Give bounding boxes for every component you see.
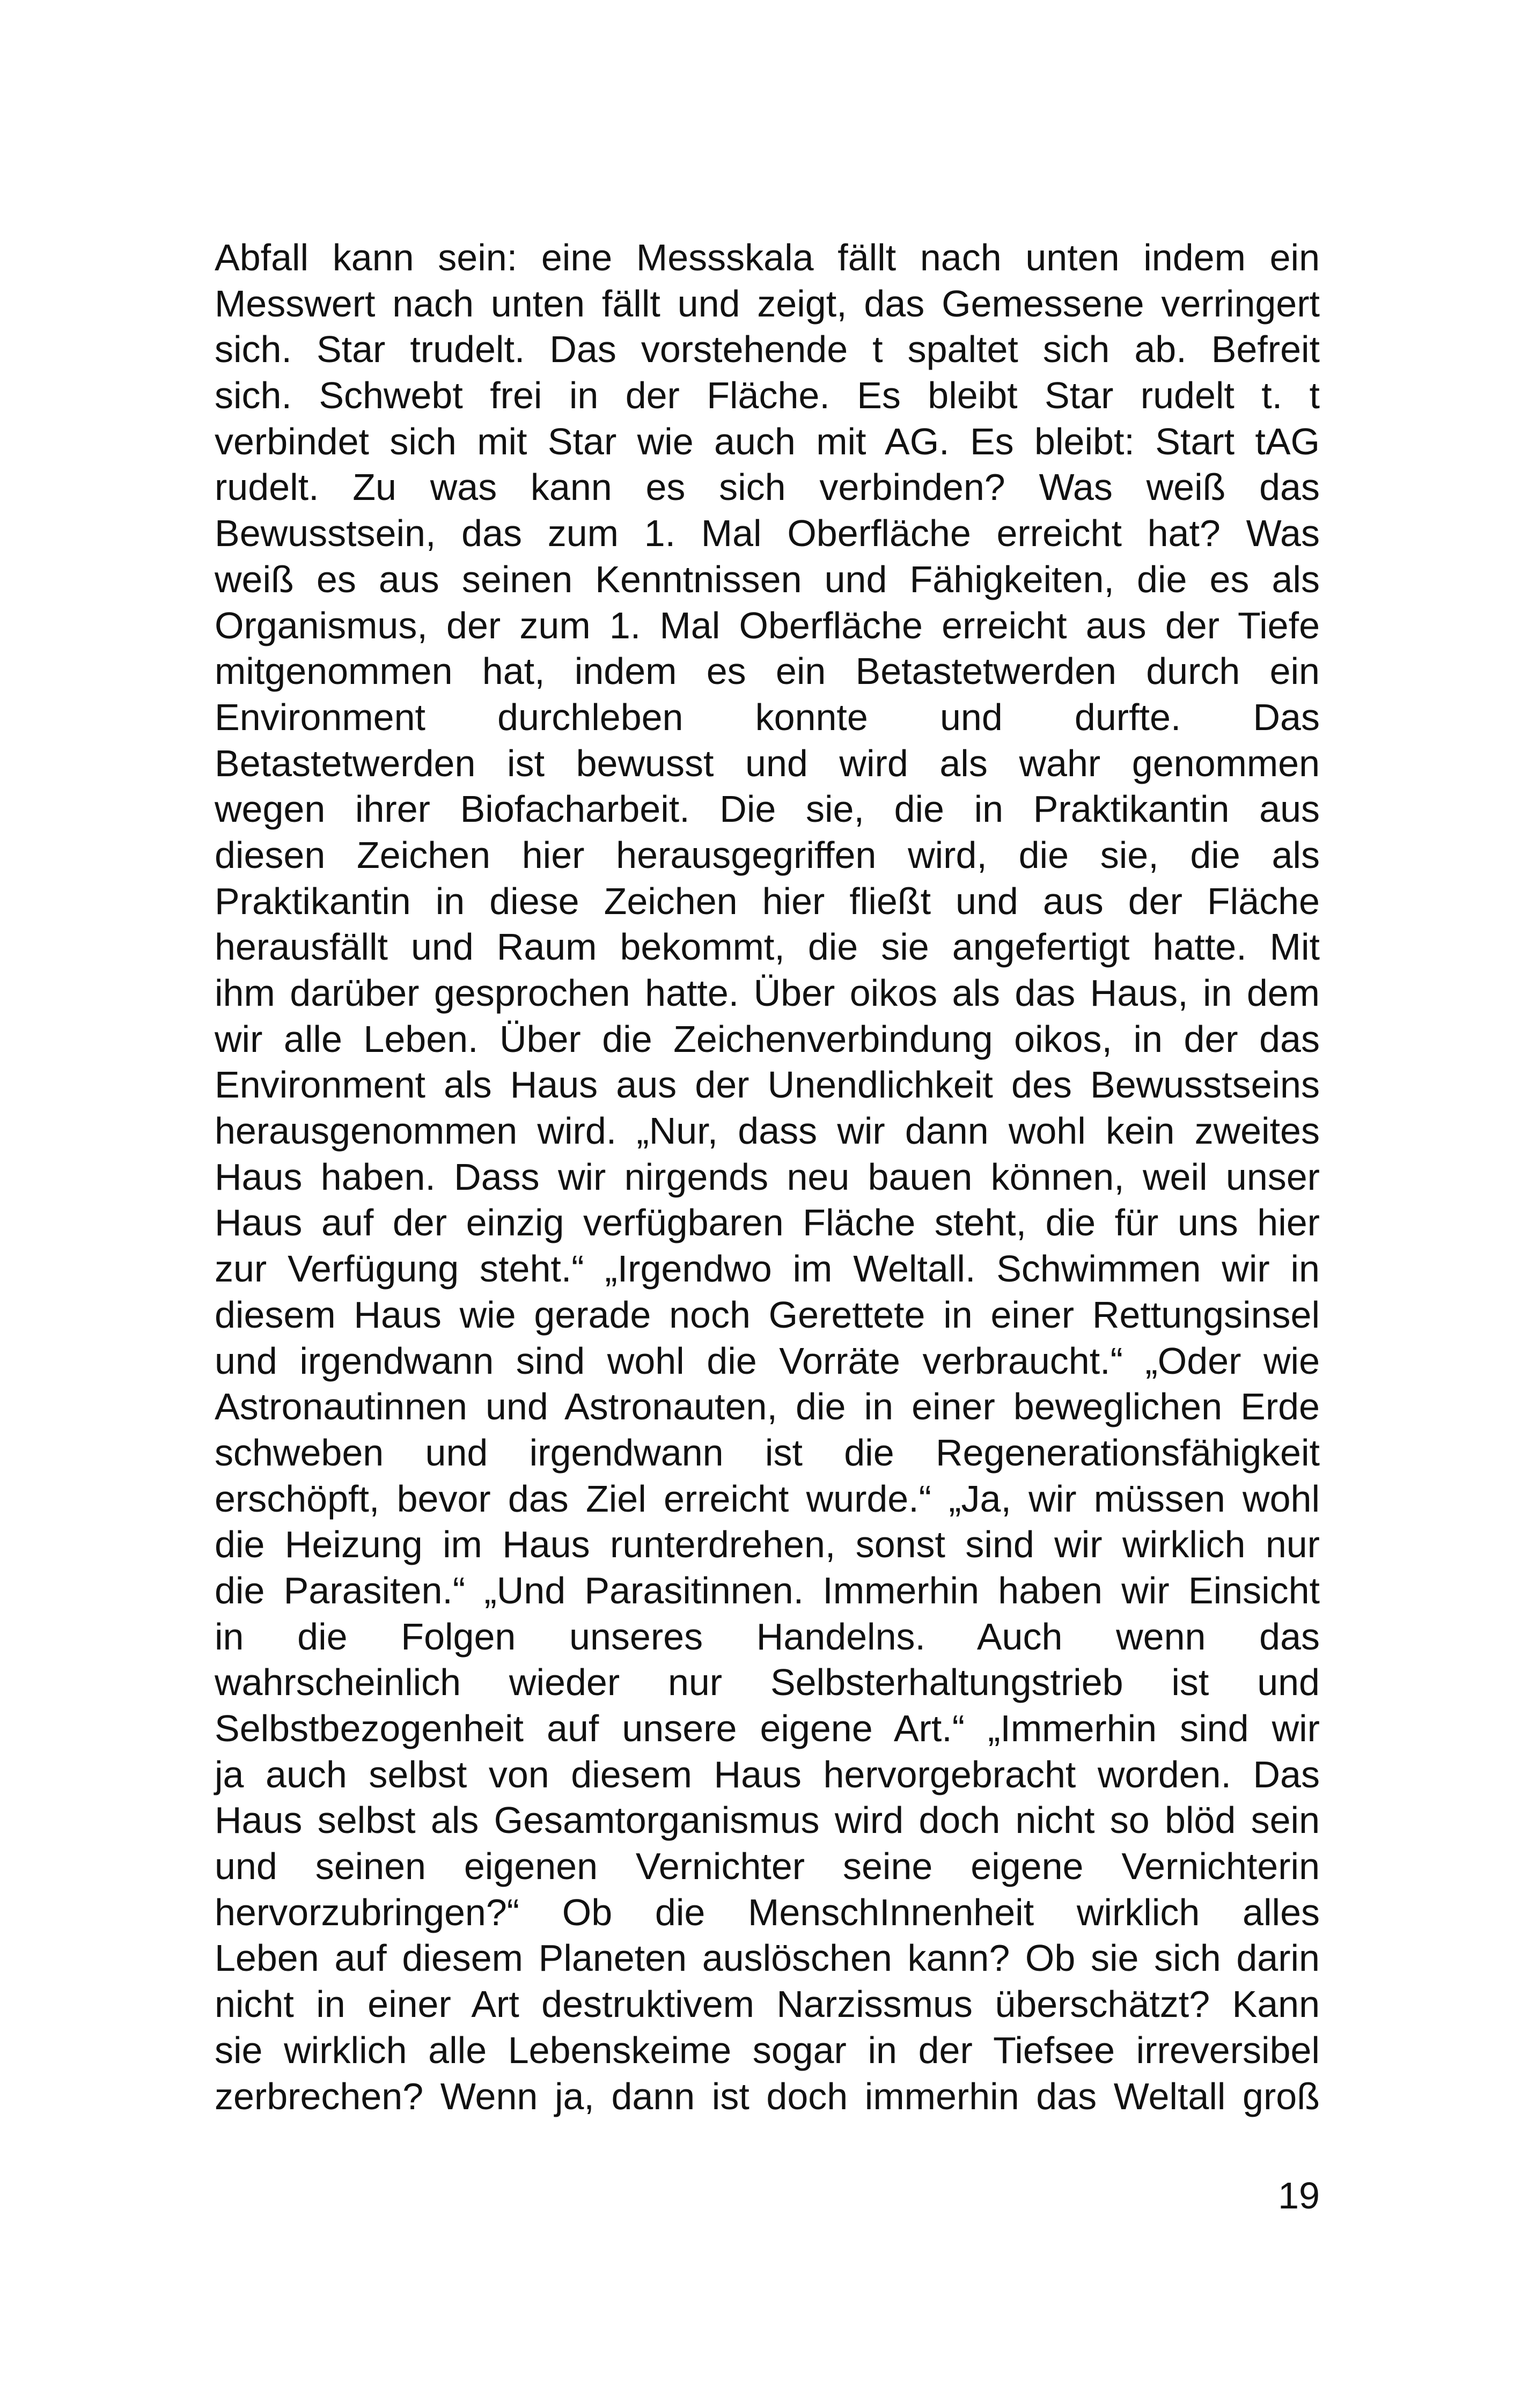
body-line: schweben und irgendwann ist die Regenerationsfähigkeit: [215, 1431, 1320, 1474]
body-line: wahrscheinlich wieder nur Selbsterhaltungstrieb ist und: [215, 1661, 1320, 1704]
body-line: Messwert nach unten fällt und zeigt, das Gemessene verringert: [215, 282, 1320, 325]
body-line: diesen Zeichen hier herausgegriffen wird, die sie, die als: [215, 834, 1320, 876]
body-line: erschöpft, bevor das Ziel erreicht wurde.“ „Ja, wir müssen wohl: [215, 1477, 1320, 1520]
body-line: herausgenommen wird. „Nur, dass wir dann wohl kein zweites: [215, 1110, 1320, 1152]
body-line: sie wirklich alle Lebenskeime sogar in der Tiefsee irreversibel: [215, 2029, 1320, 2071]
body-line: hervorzubringen?“ Ob die MenschInnenheit wirklich alles: [215, 1891, 1320, 1933]
body-line: und irgendwann sind wohl die Vorräte verbraucht.“ „Oder wie: [215, 1339, 1320, 1382]
body-line: Praktikantin in diese Zeichen hier fließt und aus der Fläche: [215, 880, 1320, 922]
body-line: Bewusstsein, das zum 1. Mal Oberfläche erreicht hat? Was: [215, 512, 1320, 555]
body-line: herausfällt und Raum bekommt, die sie angefertigt hatte. Mit: [215, 926, 1320, 968]
body-line: Astronautinnen und Astronauten, die in einer beweglichen Erde: [215, 1386, 1320, 1428]
body-line: wegen ihrer Biofacharbeit. Die sie, die in Praktikantin aus: [215, 788, 1320, 830]
body-text: [215, 235, 1320, 2119]
body-line: ja auch selbst von diesem Haus hervorgebracht worden. Das: [215, 1753, 1320, 1795]
body-line: Organismus, der zum 1. Mal Oberfläche erreicht aus der Tiefe: [215, 604, 1320, 646]
body-line: diesem Haus wie gerade noch Gerettete in einer Rettungsinsel: [215, 1293, 1320, 1336]
body-line: Haus auf der einzig verfügbaren Fläche steht, die für uns hier: [215, 1202, 1320, 1244]
body-line: die Heizung im Haus runterdrehen, sonst sind wir wirklich nur: [215, 1523, 1320, 1566]
body-line: Haus selbst als Gesamtorganismus wird doch nicht so blöd sein: [215, 1799, 1320, 1842]
body-line: nicht in einer Art destruktivem Narzissmus überschätzt? Kann: [215, 1983, 1320, 2026]
page-number: 19: [1278, 2175, 1320, 2216]
body-line: Environment als Haus aus der Unendlichkeit des Bewusstseins: [215, 1064, 1320, 1106]
body-line: und seinen eigenen Vernichter seine eigene Vernichterin: [215, 1845, 1320, 1888]
body-line: mitgenommen hat, indem es ein Betastetwerden durch ein: [215, 650, 1320, 693]
body-line: sich. Schwebt frei in der Fläche. Es bleibt Star rudelt t. t: [215, 374, 1320, 417]
body-line: weiß es aus seinen Kenntnissen und Fähigkeiten, die es als: [215, 558, 1320, 600]
body-line: verbindet sich mit Star wie auch mit AG. Es bleibt: Start tAG: [215, 420, 1320, 462]
body-line: Leben auf diesem Planeten auslöschen kann? Ob sie sich darin: [215, 1937, 1320, 1979]
body-line: ihm darüber gesprochen hatte. Über oikos als das Haus, in dem: [215, 972, 1320, 1014]
body-line: rudelt. Zu was kann es sich verbinden? Was weiß das: [215, 466, 1320, 509]
body-line: zur Verfügung steht.“ „Irgendwo im Weltall. Schwimmen wir in: [215, 1248, 1320, 1290]
body-line: in die Folgen unseres Handelns. Auch wenn das: [215, 1615, 1320, 1658]
body-line: Haus haben. Dass wir nirgends neu bauen können, weil unser: [215, 1155, 1320, 1198]
body-line: Environment durchleben konnte und durfte. Das: [215, 696, 1320, 738]
body-line: sich. Star trudelt. Das vorstehende t spaltet sich ab. Befreit: [215, 328, 1320, 371]
body-line: Betastetwerden ist bewusst und wird als wahr genommen: [215, 742, 1320, 784]
body-line: wir alle Leben. Über die Zeichenverbindung oikos, in der das: [215, 1018, 1320, 1060]
body-line: die Parasiten.“ „Und Parasitinnen. Immerhin haben wir Einsicht: [215, 1569, 1320, 1611]
body-line: Abfall kann sein: eine Messskala fällt nach unten indem ein: [215, 237, 1320, 278]
body-line: Selbstbezogenheit auf unsere eigene Art.“ „Immerhin sind wir: [215, 1707, 1320, 1749]
body-line: zerbrechen? Wenn ja, dann ist doch immerhin das Weltall groß: [215, 2075, 1320, 2117]
